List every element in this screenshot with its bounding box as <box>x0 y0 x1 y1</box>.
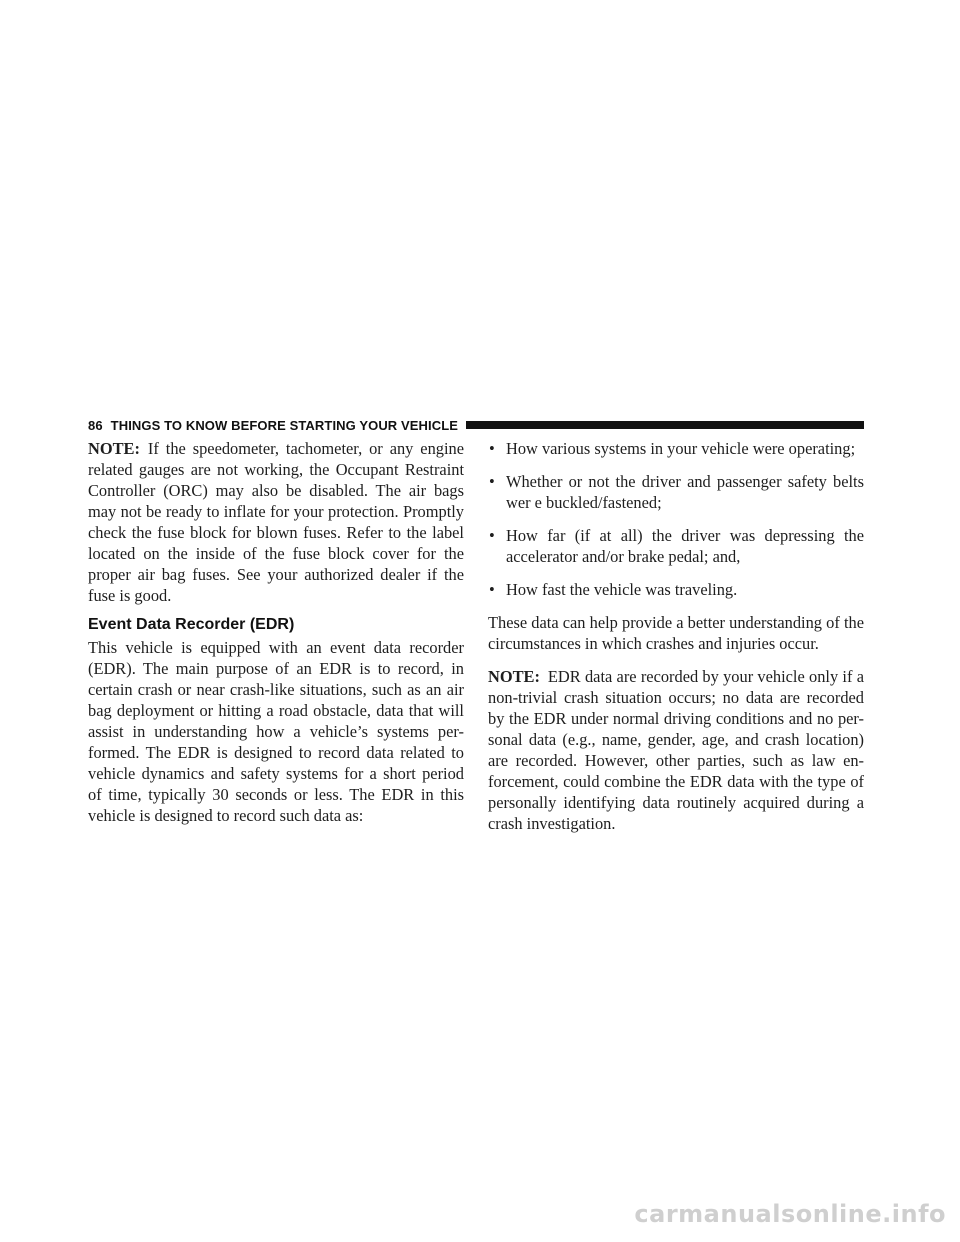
note-label-1: NOTE: <box>88 439 140 458</box>
bullet-icon: • <box>489 439 495 458</box>
right-column <box>488 438 864 834</box>
section-title: THINGS TO KNOW BEFORE STARTING YOUR VEHICLE <box>110 417 459 433</box>
list-item-text: How various systems in your vehicle were operating; <box>506 439 856 458</box>
edr-paragraph: This vehicle is equipped with an event data recorder (EDR). The main purpose of an EDR is to record, in certain crash or near crash-like situations, such as an air bag deployment or hitting a road obstacle, data that will assist in understanding how a vehicle’s systems per-formed. The EDR is designed to record data related to vehicle dynamics and safety systems for a short period of time, typically 30 seconds or less. The EDR in this vehicle is designed to record such data as: <box>88 638 464 825</box>
list-item <box>488 471 864 513</box>
list-item <box>488 579 864 600</box>
page-number: 86 <box>88 417 103 433</box>
bullet-icon: • <box>489 526 495 545</box>
section-heading: Event Data Recorder (EDR) <box>88 616 295 633</box>
bullet-icon: • <box>489 580 495 599</box>
list-item <box>488 438 864 459</box>
note-text-2: EDR data are recorded by your vehicle only if a non-trivial crash situation occurs; no data are recorded by the EDR under normal driving conditions and no per-sonal data (e.g., name, gender, age, and crash location) are recorded. However, other parties, such as law en-forcement, could combine the EDR data with the type of personally identifying data routinely acquired during a crash investigation. <box>488 667 864 833</box>
summary-paragraph: These data can help provide a better understanding of the circumstances in which crashes and injuries occur. <box>488 613 864 653</box>
bullet-icon: • <box>489 472 495 491</box>
list-item-text: How far (if at all) the driver was depressing the accelerator and/or brake pedal; and, <box>506 526 864 566</box>
left-column <box>88 438 464 826</box>
note-paragraph-1 <box>88 438 464 606</box>
list-item-text: How fast the vehicle was traveling. <box>506 580 738 599</box>
list-item <box>488 525 864 567</box>
note-label-2: NOTE: <box>488 667 540 686</box>
note-paragraph-2 <box>488 666 864 834</box>
header-rule <box>466 421 864 429</box>
note-text-1: If the speedometer, tachometer, or any engine related gauges are not working, the Occupant Restraint Controller (ORC) may also be disabled. The air bags may not be ready to inflate for your protection. Promptly check the fuse block for blown fuses. Refer to the label located on the inside of the fuse block cover for the proper air bag fuses. See your authorized dealer if the fuse is good. <box>88 439 464 605</box>
watermark: carmanualsonline.info <box>634 1200 946 1228</box>
page-header <box>88 416 864 434</box>
header-label <box>88 418 458 433</box>
bullet-list <box>488 438 864 600</box>
list-item-text: Whether or not the driver and passenger safety belts wer e buckled/fastened; <box>506 472 864 512</box>
